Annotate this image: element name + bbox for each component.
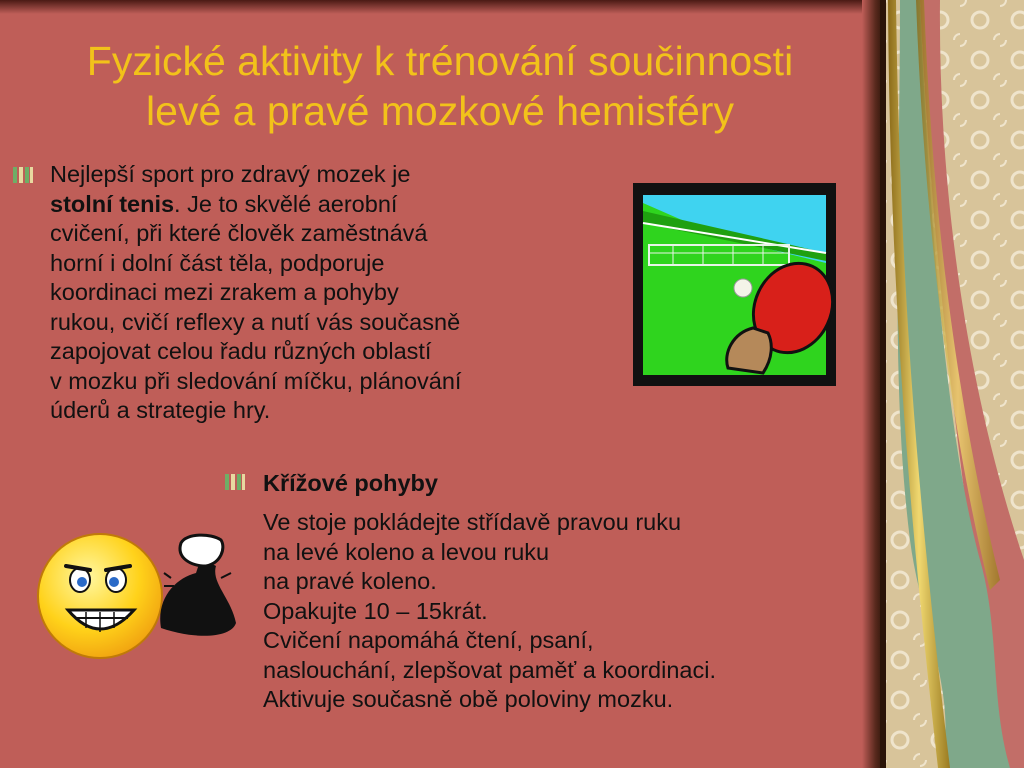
bullet1-text: Nejlepší sport pro zdravý mozek je stolní tenis. Je to skvělé aerobní cvičení, při které člověk zaměstnává horní i dolní část těla, podporuje koordinaci mezi zrakem a pohyby rukou, cvičí reflexy a nutí vás současně zapojovat celou řadu různých oblastí v mozku při sledování míčku, plánování úderů a strategie hry. bbox=[50, 161, 462, 423]
decorative-curtain bbox=[880, 0, 1024, 768]
bullet-icon bbox=[224, 472, 246, 492]
bullet-icon bbox=[12, 165, 34, 185]
strong-smiley-icon bbox=[36, 528, 246, 668]
slide-title: Fyzické aktivity k trénování součinnosti levé a pravé mozkové hemisféry bbox=[86, 38, 794, 134]
bullet2-heading: Křížové pohyby bbox=[263, 470, 438, 496]
slide-top-edge bbox=[0, 0, 880, 14]
bullet2-text: Ve stoje pokládejte střídavě pravou ruku na levé koleno a levou ruku na pravé koleno. Opakujte 10 – 15krát. Cvičení napomáhá čtení, psaní, naslouchání, zlepšovat paměť a koordinaci. Aktivuje současně obě poloviny mozku. bbox=[263, 509, 716, 712]
bold-phrase: stolní tenis bbox=[50, 190, 175, 217]
table-tennis-icon bbox=[633, 183, 836, 386]
